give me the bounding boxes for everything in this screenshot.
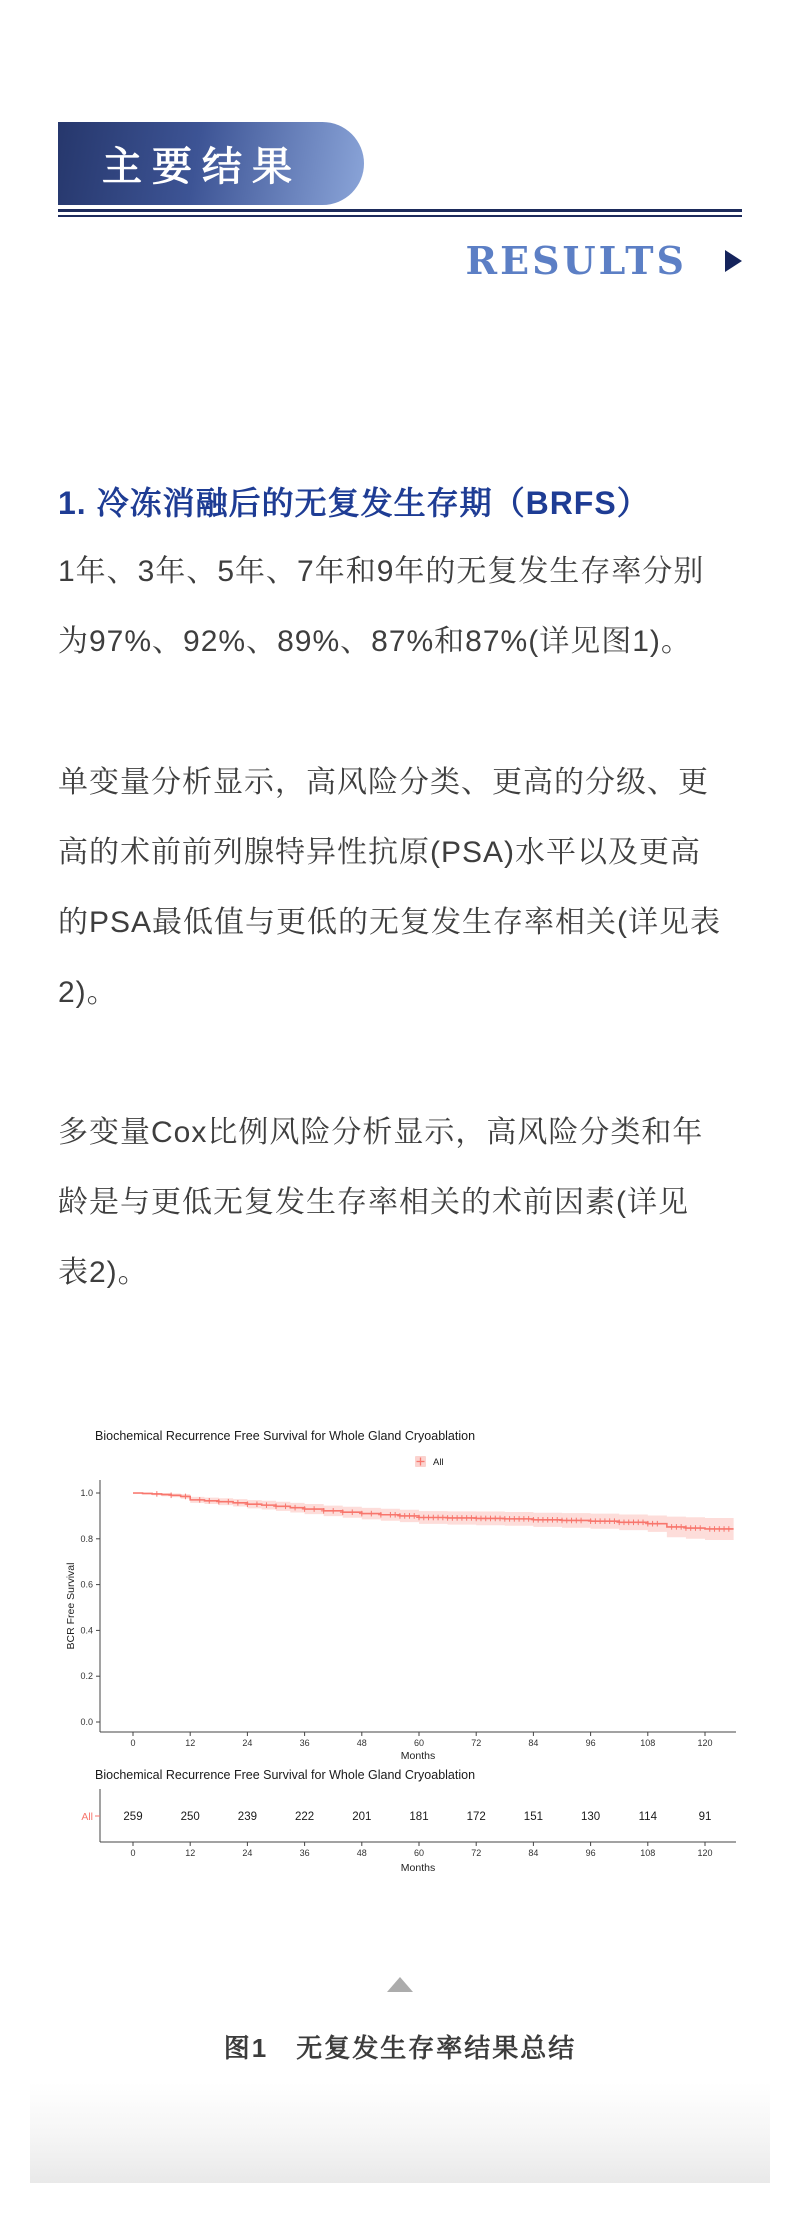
svg-text:259: 259 — [123, 1811, 143, 1823]
paragraph-line: 为97%、92%、89%、87%和87%(详见图1)。 — [58, 625, 692, 658]
svg-text:0.6: 0.6 — [80, 1579, 93, 1590]
svg-text:60: 60 — [413, 1738, 425, 1748]
svg-text:Biochemical Recurrence Free Su: Biochemical Recurrence Free Survival for Whole Gland Cryoablation — [95, 1429, 476, 1443]
paragraph-line: 表2)。 — [58, 1256, 149, 1289]
svg-text:0.0: 0.0 — [80, 1717, 93, 1727]
svg-text:0.8: 0.8 — [80, 1533, 93, 1544]
svg-text:48: 48 — [356, 1848, 367, 1858]
svg-text:91: 91 — [698, 1811, 712, 1823]
svg-text:250: 250 — [180, 1811, 200, 1823]
svg-text:12: 12 — [185, 1738, 196, 1748]
svg-text:201: 201 — [352, 1811, 372, 1823]
svg-text:120: 120 — [697, 1848, 713, 1858]
paragraph-multivariate — [58, 1098, 748, 1308]
paragraph-line: 多变量Cox比例风险分析显示，高风险分类和年 — [58, 1116, 704, 1149]
svg-text:151: 151 — [523, 1811, 543, 1823]
results-header — [466, 238, 742, 283]
svg-text:96: 96 — [585, 1848, 596, 1858]
svg-text:12: 12 — [185, 1848, 196, 1858]
svg-text:0.4: 0.4 — [80, 1625, 93, 1636]
paragraph-brfs-rates — [58, 537, 748, 677]
section-divider — [58, 209, 742, 217]
figure-caption: 图1 无复发生存率结果总结 — [223, 2033, 577, 2063]
km-survival-chart — [60, 1425, 760, 1770]
svg-text:36: 36 — [299, 1848, 310, 1858]
svg-text:239: 239 — [237, 1811, 257, 1823]
svg-text:222: 222 — [295, 1811, 315, 1823]
svg-text:72: 72 — [471, 1738, 482, 1748]
svg-text:All: All — [81, 1811, 93, 1823]
paragraph-univariate — [58, 748, 748, 1028]
svg-text:60: 60 — [413, 1848, 425, 1858]
svg-text:Months: Months — [400, 1750, 436, 1762]
svg-text:84: 84 — [528, 1848, 539, 1858]
svg-text:Biochemical Recurrence Free Su: Biochemical Recurrence Free Survival for Whole Gland Cryoablation — [95, 1768, 476, 1782]
results-label: RESULTS — [465, 238, 687, 283]
svg-text:181: 181 — [409, 1811, 429, 1823]
svg-text:114: 114 — [638, 1811, 657, 1823]
paragraph-line: 1年、3年、5年、7年和9年的无复发生存率分别 — [58, 555, 705, 588]
svg-text:24: 24 — [242, 1738, 253, 1748]
svg-text:84: 84 — [528, 1738, 539, 1748]
svg-text:130: 130 — [581, 1811, 601, 1823]
svg-text:48: 48 — [356, 1738, 367, 1748]
banner-title: 主要结果 — [102, 143, 302, 190]
right-triangle-icon — [725, 250, 742, 272]
svg-text:All: All — [433, 1457, 444, 1468]
risk-table-chart — [60, 1765, 760, 1880]
svg-text:108: 108 — [640, 1738, 656, 1748]
paragraph-line: 单变量分析显示，高风险分类、更高的分级、更 — [58, 766, 709, 799]
section-heading: 1. 冷冻消融后的无复发生存期（BRFS） — [58, 485, 650, 521]
svg-text:120: 120 — [697, 1738, 713, 1748]
next-card-top-edge — [30, 2082, 770, 2183]
svg-text:0.2: 0.2 — [80, 1671, 93, 1682]
svg-text:0: 0 — [130, 1738, 136, 1748]
svg-text:172: 172 — [466, 1811, 486, 1823]
svg-text:0: 0 — [130, 1848, 136, 1858]
paragraph-line: 高的术前前列腺特异性抗原(PSA)水平以及更高 — [58, 836, 702, 869]
svg-text:24: 24 — [242, 1848, 253, 1858]
collapse-up-icon[interactable] — [387, 1977, 413, 1992]
svg-text:96: 96 — [585, 1738, 596, 1748]
paragraph-line: 的PSA最低值与更低的无复发生存率相关(详见表 — [58, 906, 722, 939]
svg-text:Months: Months — [400, 1862, 436, 1874]
paragraph-line: 龄是与更低无复发生存率相关的术前因素(详见 — [58, 1186, 689, 1219]
svg-text:108: 108 — [640, 1848, 656, 1858]
svg-text:72: 72 — [471, 1848, 482, 1858]
svg-text:1.0: 1.0 — [80, 1488, 93, 1498]
svg-text:BCR Free Survival: BCR Free Survival — [65, 1562, 77, 1650]
main-results-banner — [58, 122, 364, 205]
paragraph-line: 2)。 — [58, 976, 118, 1009]
svg-text:36: 36 — [299, 1738, 310, 1748]
